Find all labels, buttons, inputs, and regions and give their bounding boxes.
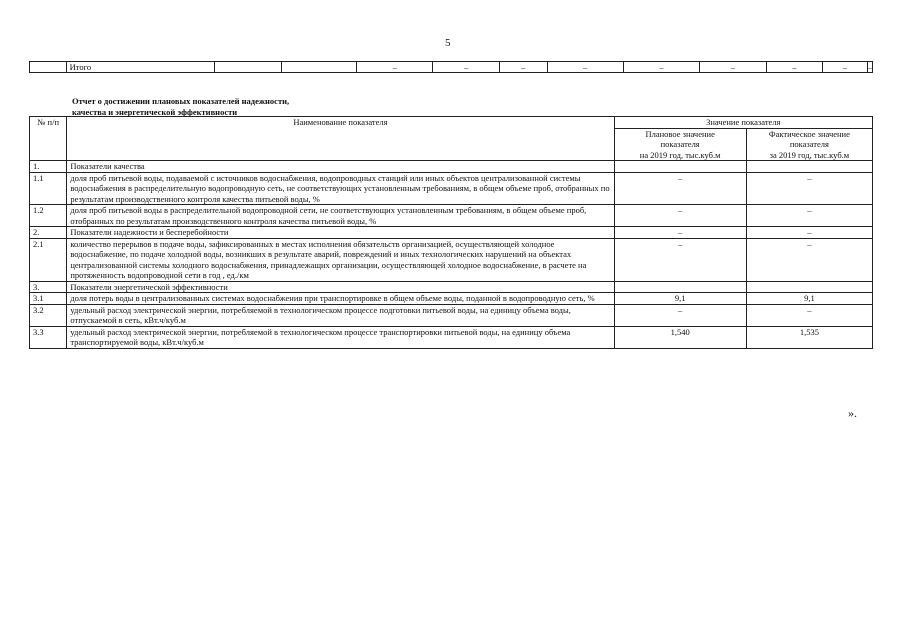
row-num: 3. [30, 281, 67, 293]
row-plan: – [614, 172, 746, 205]
row-plan: – [614, 205, 746, 227]
header-value-group: Значение показателя [614, 117, 872, 129]
row-fact: 1,535 [746, 326, 872, 348]
row-plan [614, 161, 746, 173]
itogo-cell: – [867, 62, 872, 72]
itogo-cell: – [499, 62, 547, 73]
header-planned-line: Плановое значение [645, 128, 715, 139]
row-fact: – [746, 227, 872, 239]
header-planned-line: на 2019 год, тыс.куб.м [639, 149, 721, 160]
itogo-cell: – [547, 62, 623, 73]
row-plan: – [614, 227, 746, 239]
header-planned [614, 128, 746, 161]
row-fact [746, 281, 872, 293]
row-num: 1. [30, 161, 67, 173]
itogo-cell [281, 62, 356, 73]
itogo-label: Итого [66, 62, 215, 73]
row-num: 3.3 [30, 326, 67, 348]
header-actual-line: Фактическое значение [768, 128, 850, 139]
row-plan: – [614, 238, 746, 281]
row-num: 1.1 [30, 172, 67, 205]
row-num: 1.2 [30, 205, 67, 227]
row-name: доля проб питьевой воды, подаваемой с источников водоснабжения, водопроводных станций или иных объектов централизованной системы водоснабжения в распределительную водопроводную сеть, не соответствующих установленным требованиям, в общем объеме проб, отобранных по результатам производственного контроля качества питьевой воды, % [67, 172, 614, 205]
itogo-table [29, 61, 873, 73]
table-row [30, 281, 873, 293]
row-num: 2.1 [30, 238, 67, 281]
header-row [30, 117, 873, 129]
header-name: Наименование показателя [67, 117, 614, 161]
header-actual-line: за 2019 год, тыс.куб.м [769, 149, 850, 160]
page-number: 5 [445, 37, 451, 49]
row-name: удельный расход электрической энергии, потребляемой в технологическом процессе подготовки питьевой воды, на единицу объема воды, отпускаемой в сеть, кВт.ч/куб.м [67, 304, 614, 326]
row-name: количество перерывов в подаче воды, зафиксированных в местах исполнения обязательств организацией, осуществляющей холодное водоснабжение, по подаче холодной воды, возникших в результате аварий, повреждений и иных технологических нарушений на объектах централизованной системы холодного водоснабжения, принадлежащих организации, осуществляющей холодное водоснабжение, в расчете на протяженность водопроводной сети в год , ед./км [67, 238, 614, 281]
row-name: Показатели качества [67, 161, 614, 173]
report-title-line: Отчет о достижении плановых показателей надежности, [72, 96, 290, 106]
row-plan: – [614, 304, 746, 326]
row-name: доля потерь воды в централизованных системах водоснабжения при транспортировке в общем объеме воды, поданной в водопроводную сеть, % [67, 293, 614, 305]
itogo-cell: – [623, 62, 699, 73]
table-row [30, 205, 873, 227]
table-row [30, 172, 873, 205]
table-row [30, 227, 873, 239]
row-num: 3.2 [30, 304, 67, 326]
row-fact: – [746, 205, 872, 227]
row-num: 3.1 [30, 293, 67, 305]
row-plan: 1,540 [614, 326, 746, 348]
header-num: № п/п [30, 117, 67, 161]
report-title-line: качества и энергетической эффективности [72, 107, 238, 117]
indicators-table [29, 116, 873, 349]
closing-quote-mark: ». [848, 406, 857, 420]
row-fact: – [746, 172, 872, 205]
row-fact [746, 161, 872, 173]
itogo-blank-cell [30, 62, 67, 73]
row-plan [614, 281, 746, 293]
report-title [72, 96, 289, 118]
itogo-cell: – [700, 62, 766, 73]
row-fact: – [746, 238, 872, 281]
row-fact: 9,1 [746, 293, 872, 305]
table-row [30, 238, 873, 281]
itogo-cell [215, 62, 281, 73]
table-row [30, 293, 873, 305]
itogo-cell: – [766, 62, 823, 73]
row-num: 2. [30, 227, 67, 239]
row-name: удельный расход электрической энергии, потребляемой в технологическом процессе транспортировки питьевой воды, на единицу объема транспортируемой воды, кВт.ч/куб.м [67, 326, 614, 348]
itogo-cell: – [433, 62, 499, 73]
table-row [30, 161, 873, 173]
row-name: Показатели надежности и бесперебойности [67, 227, 614, 239]
itogo-row [30, 62, 873, 73]
row-name: доля проб питьевой воды в распределительной водопроводной сети, не соответствующих установленным требованиям, в общем объеме проб, отобранных по результатам производственного контроля качества питьевой воды, % [67, 205, 614, 227]
header-actual-line: показателя [789, 139, 829, 149]
table-row [30, 304, 873, 326]
header-actual [746, 128, 872, 161]
row-plan: 9,1 [614, 293, 746, 305]
table-row [30, 326, 873, 348]
row-name: Показатели энергетической эффективности [67, 281, 614, 293]
header-planned-line: показателя [660, 139, 700, 149]
itogo-cell: – [357, 62, 433, 73]
itogo-cell: – [823, 62, 868, 73]
row-fact: – [746, 304, 872, 326]
